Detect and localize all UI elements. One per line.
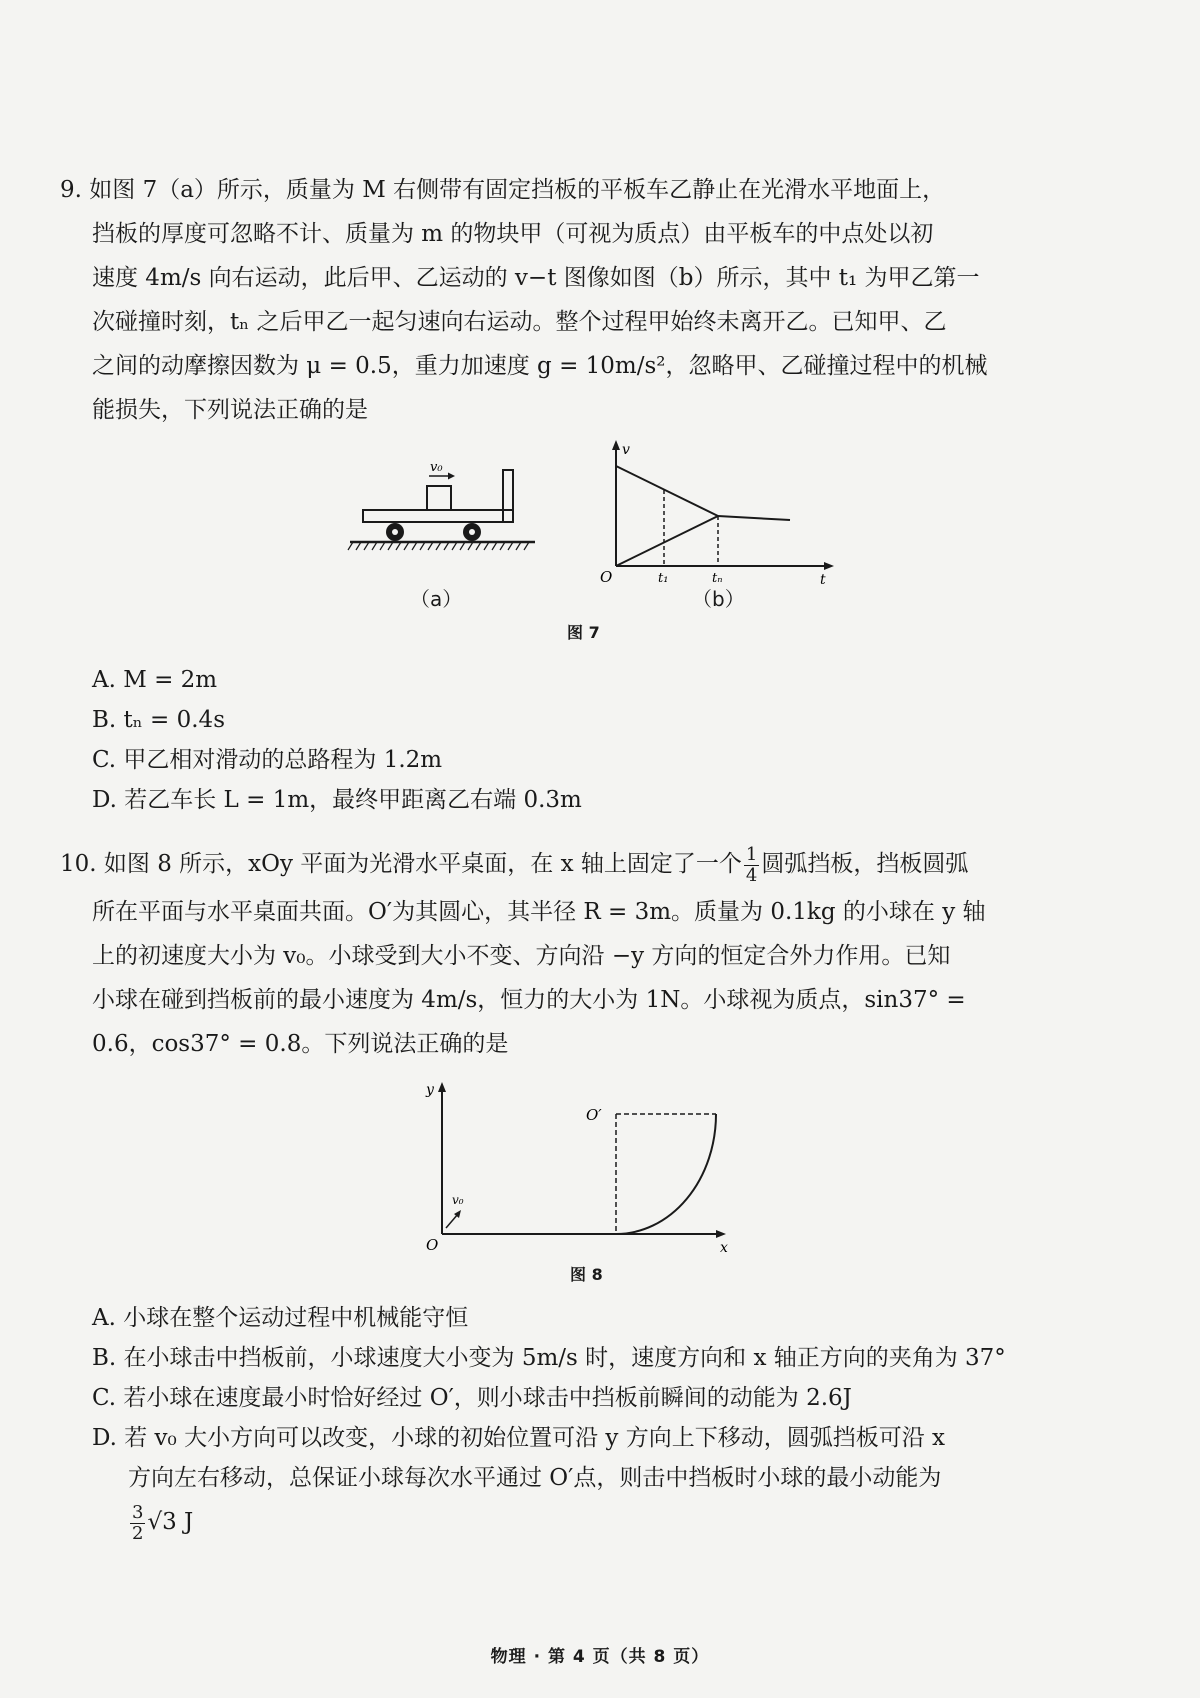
question-9 [60, 168, 1100, 432]
label-t1: t₁ [658, 571, 669, 586]
label-O-b: O [600, 568, 613, 586]
q10-line-4: 小球在碰到挡板前的最小速度为 4m/s，恒力的大小为 1N。小球视为质点，sin37° = [92, 987, 966, 1013]
page-footer: 物理 · 第 4 页（共 8 页） [490, 1647, 710, 1667]
label-x: x [720, 1240, 728, 1254]
label-t: t [820, 572, 826, 588]
q10-option-d-answer: $\frac{3}{2}$ √3 J [132, 1501, 194, 1544]
q9-line-5: 之间的动摩擦因数为 μ = 0.5，重力加速度 g = 10m/s²，忽略甲、乙碰撞过程中的机械 [92, 353, 988, 379]
figure-7a-cart-diagram [345, 460, 545, 560]
q10-option-d: D. 若 v₀ 大小方向可以改变，小球的初始位置可沿 y 方向上下移动，圆弧挡板可沿 x [92, 1425, 945, 1451]
q9-number: 9. [60, 177, 82, 203]
q10-line-3: 上的初速度大小为 v₀。小球受到大小不变、方向沿 −y 方向的恒定合外力作用。已知 [92, 943, 951, 969]
q9-line-1: 9. 如图 7（a）所示，质量为 M 右侧带有固定挡板的平板车乙静止在光滑水平地面上， [60, 177, 946, 203]
q10-option-d-continued: 方向左右移动，总保证小球每次水平通过 O′点，则击中挡板时小球的最小动能为 [128, 1465, 942, 1491]
q10-line-5: 0.6，cos37° = 0.8。下列说法正确的是 [92, 1031, 509, 1057]
q9-line-2: 挡板的厚度可忽略不计、质量为 m 的物块甲（可视为质点）由平板车的中点处以初 [92, 221, 934, 247]
q9-line-3: 速度 4m/s 向右运动，此后甲、乙运动的 v−t 图像如图（b）所示，其中 t₁ 为甲乙第一 [92, 265, 980, 291]
q9-line-4: 次碰撞时刻，tₙ 之后甲乙一起匀速向右运动。整个过程甲始终未离开乙。已知甲、乙 [92, 309, 947, 335]
quarter-fraction: $\frac{1}{4}$ [745, 843, 758, 886]
q10-options [60, 1298, 1100, 1544]
label-O-8: O [426, 1236, 439, 1254]
q9-option-c: C. 甲乙相对滑动的总路程为 1.2m [92, 747, 443, 773]
q10-line-1: 10. 如图 8 所示，xOy 平面为光滑水平桌面，在 x 轴上固定了一个 $\frac{1}{4}$ 圆弧挡板，挡板圆弧 [60, 843, 969, 886]
label-O-prime: O′ [586, 1106, 602, 1124]
q10-line-2: 所在平面与水平桌面共面。O′为其圆心，其半径 R = 3m。质量为 0.1kg 的小球在 y 轴 [92, 899, 986, 925]
figure-8-diagram [420, 1074, 750, 1254]
answer-fraction: $\frac{3}{2}$ [132, 1501, 144, 1544]
label-y: y [426, 1082, 434, 1098]
label-tn: tₙ [712, 571, 723, 586]
label-v0-8: v₀ [452, 1193, 464, 1207]
q9-option-b: B. tₙ = 0.4s [92, 707, 225, 733]
figure-7-caption: 图 7 [567, 623, 600, 642]
q9-option-d: D. 若乙车长 L = 1m，最终甲距离乙右端 0.3m [92, 787, 582, 813]
label-v: v [622, 442, 630, 458]
q10-option-c: C. 若小球在速度最小时恰好经过 O′，则小球击中挡板前瞬间的动能为 2.6J [92, 1385, 852, 1411]
question-10 [60, 842, 1100, 1066]
figure-7b-label: （b） [692, 587, 745, 611]
q9-options [60, 660, 1100, 820]
q10-number: 10. [60, 851, 97, 877]
q9-line-6: 能损失，下列说法正确的是 [92, 397, 368, 423]
figure-8-caption: 图 8 [570, 1265, 603, 1284]
label-v0-a: v₀ [430, 460, 443, 475]
figure-7a-label: （a） [410, 587, 463, 611]
figure-7b-vt-graph [590, 436, 840, 596]
q10-option-a: A. 小球在整个运动过程中机械能守恒 [92, 1305, 469, 1331]
q9-option-a: A. M = 2m [92, 667, 218, 693]
q10-option-b: B. 在小球击中挡板前，小球速度大小变为 5m/s 时，速度方向和 x 轴正方向的夹角为 37° [92, 1345, 1006, 1371]
